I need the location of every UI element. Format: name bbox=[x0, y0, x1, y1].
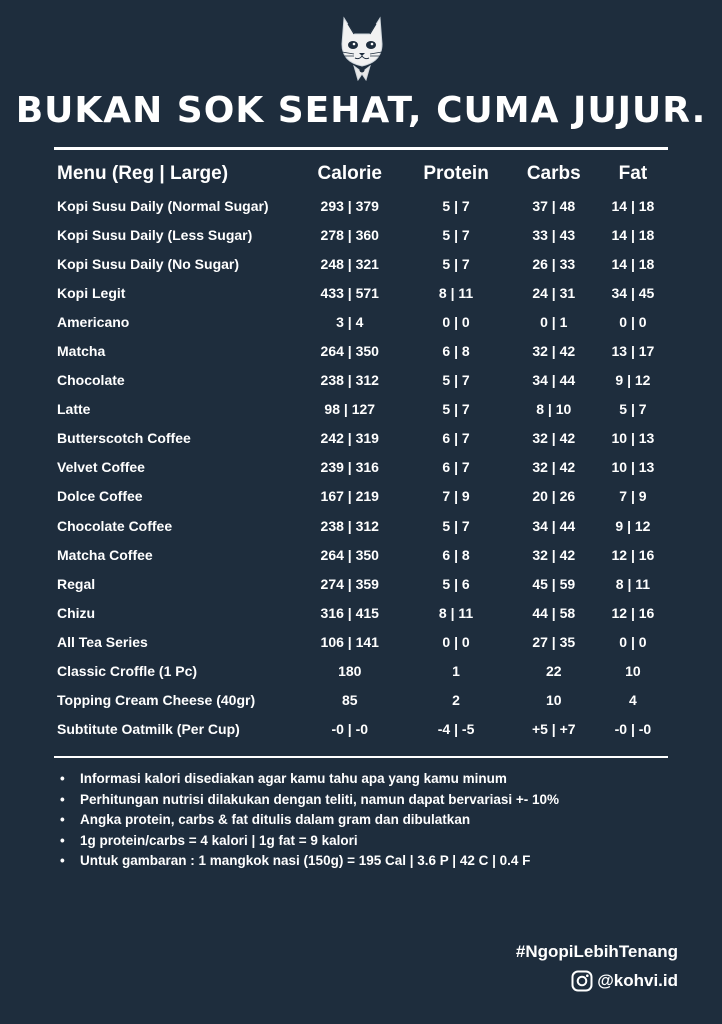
calorie-value: 293 | 379 bbox=[320, 197, 379, 214]
table-row bbox=[54, 715, 668, 744]
header-calorie: Calorie bbox=[317, 163, 382, 184]
table-row bbox=[54, 686, 668, 715]
protein-value: 5 | 6 bbox=[442, 575, 470, 592]
calorie-value: 3 | 4 bbox=[336, 313, 364, 330]
calorie-value: 278 | 360 bbox=[320, 226, 379, 243]
protein-value: 0 | 0 bbox=[442, 313, 470, 330]
nutrition-table bbox=[54, 157, 668, 744]
fat-value: 10 bbox=[625, 663, 641, 680]
calorie-value: 180 bbox=[338, 663, 362, 680]
table-row bbox=[54, 511, 668, 540]
menu-name: Butterscotch Coffee bbox=[57, 430, 191, 447]
calorie-value: 264 | 350 bbox=[320, 343, 379, 360]
fat-value: 10 | 13 bbox=[611, 430, 655, 447]
calorie-value: 85 bbox=[341, 692, 358, 709]
page-title: BUKAN SOK SEHAT, CUMA JUJUR. bbox=[15, 90, 707, 131]
protein-value: 5 | 7 bbox=[442, 197, 470, 214]
carbs-value: +5 | +7 bbox=[531, 721, 576, 738]
instagram-handle bbox=[571, 970, 678, 992]
carbs-value: 26 | 33 bbox=[532, 255, 576, 272]
carbs-value: 32 | 42 bbox=[532, 459, 576, 476]
carbs-value: 22 bbox=[545, 663, 562, 680]
menu-name: Kopi Susu Daily (No Sugar) bbox=[57, 255, 240, 272]
header-protein: Protein bbox=[423, 163, 489, 184]
top-divider bbox=[54, 147, 668, 150]
fat-value: 8 | 11 bbox=[615, 575, 651, 592]
table-row bbox=[54, 482, 668, 511]
calorie-value: 106 | 141 bbox=[320, 633, 379, 650]
carbs-value: 34 | 44 bbox=[532, 517, 576, 534]
calorie-value: 167 | 219 bbox=[320, 488, 379, 505]
table-row bbox=[54, 366, 668, 395]
fat-value: 4 bbox=[629, 692, 637, 709]
table-row bbox=[54, 220, 668, 249]
calorie-value: 242 | 319 bbox=[320, 430, 379, 447]
carbs-value: 8 | 10 bbox=[536, 401, 572, 418]
carbs-value: 0 | 1 bbox=[540, 313, 568, 330]
menu-name: Classic Croffle (1 Pc) bbox=[57, 663, 198, 680]
calorie-value: 98 | 127 bbox=[324, 401, 376, 418]
calorie-value: 433 | 571 bbox=[320, 284, 379, 301]
menu-name: Matcha bbox=[57, 343, 106, 360]
fat-value: 9 | 12 bbox=[615, 372, 651, 389]
fat-value: 12 | 16 bbox=[611, 604, 655, 621]
fat-value: 7 | 9 bbox=[619, 488, 647, 505]
instagram-icon bbox=[571, 970, 593, 992]
menu-name: Topping Cream Cheese (40gr) bbox=[57, 692, 256, 709]
fat-value: 10 | 13 bbox=[611, 459, 655, 476]
carbs-value: 45 | 59 bbox=[532, 575, 576, 592]
table-row bbox=[54, 278, 668, 307]
protein-value: 1 bbox=[452, 663, 460, 680]
carbs-value: 20 | 26 bbox=[532, 488, 576, 505]
menu-name: Kopi Legit bbox=[57, 284, 126, 301]
menu-name: Chocolate Coffee bbox=[57, 517, 173, 534]
calorie-value: 238 | 312 bbox=[320, 517, 379, 534]
fat-value: 14 | 18 bbox=[611, 255, 655, 272]
carbs-value: 44 | 58 bbox=[532, 604, 576, 621]
protein-value: 6 | 8 bbox=[442, 546, 470, 563]
carbs-value: 32 | 42 bbox=[532, 343, 576, 360]
note-item: • 1g protein/carbs = 4 kalori | 1g fat = 9 kalori bbox=[58, 831, 559, 852]
bottom-divider bbox=[54, 756, 668, 758]
fat-value: 9 | 12 bbox=[615, 517, 651, 534]
fat-value: 13 | 17 bbox=[611, 343, 655, 360]
menu-name: Latte bbox=[57, 401, 91, 418]
protein-value: 7 | 9 bbox=[442, 488, 470, 505]
fat-value: 0 | 0 bbox=[619, 313, 647, 330]
protein-value: 6 | 7 bbox=[442, 459, 470, 476]
protein-value: 0 | 0 bbox=[442, 633, 470, 650]
menu-name: All Tea Series bbox=[57, 633, 148, 650]
table-row bbox=[54, 249, 668, 278]
table-row bbox=[54, 191, 668, 220]
table-row bbox=[54, 395, 668, 424]
menu-name: Dolce Coffee bbox=[57, 488, 143, 505]
protein-value: 5 | 7 bbox=[442, 401, 470, 418]
protein-value: 5 | 7 bbox=[442, 226, 470, 243]
calorie-value: 239 | 316 bbox=[320, 459, 379, 476]
carbs-value: 32 | 42 bbox=[532, 546, 576, 563]
note-item: • Informasi kalori disediakan agar kamu tahu apa yang kamu minum bbox=[58, 769, 559, 790]
table-row bbox=[54, 336, 668, 365]
protein-value: 8 | 11 bbox=[438, 284, 474, 301]
calorie-value: 248 | 321 bbox=[320, 255, 379, 272]
fat-value: 5 | 7 bbox=[619, 401, 647, 418]
menu-name: Matcha Coffee bbox=[57, 546, 153, 563]
fat-value: 14 | 18 bbox=[611, 197, 655, 214]
carbs-value: 34 | 44 bbox=[532, 372, 576, 389]
protein-value: -4 | -5 bbox=[437, 721, 475, 738]
fat-value: 0 | 0 bbox=[619, 633, 647, 650]
protein-value: 6 | 8 bbox=[442, 343, 470, 360]
fat-value: 34 | 45 bbox=[611, 284, 655, 301]
menu-name: Velvet Coffee bbox=[57, 459, 145, 476]
note-item: • Angka protein, carbs & fat ditulis dalam gram dan dibulatkan bbox=[58, 810, 559, 831]
table-row bbox=[54, 424, 668, 453]
header-menu: Menu (Reg | Large) bbox=[57, 163, 229, 184]
menu-name: Chocolate bbox=[57, 372, 125, 389]
table-row bbox=[54, 598, 668, 627]
protein-value: 6 | 7 bbox=[442, 430, 470, 447]
note-item: • Perhitungan nutrisi dilakukan dengan teliti, namun dapat bervariasi +- 10% bbox=[58, 790, 559, 811]
table-header-row bbox=[54, 157, 668, 191]
menu-name: Chizu bbox=[57, 604, 96, 621]
protein-value: 2 bbox=[452, 692, 460, 709]
table-row bbox=[54, 307, 668, 336]
carbs-value: 32 | 42 bbox=[532, 430, 576, 447]
carbs-value: 10 bbox=[545, 692, 562, 709]
note-item: • Untuk gambaran : 1 mangkok nasi (150g) = 195 Cal | 3.6 P | 42 C | 0.4 F bbox=[58, 851, 559, 872]
carbs-value: 24 | 31 bbox=[532, 284, 576, 301]
calorie-value: 264 | 350 bbox=[320, 546, 379, 563]
table-row bbox=[54, 569, 668, 598]
menu-name: Subtitute Oatmilk (Per Cup) bbox=[57, 721, 240, 738]
protein-value: 5 | 7 bbox=[442, 255, 470, 272]
handle-text: @kohvi.id bbox=[597, 971, 678, 990]
fat-value: -0 | -0 bbox=[614, 721, 652, 738]
menu-name: Regal bbox=[57, 575, 96, 592]
calorie-value: 316 | 415 bbox=[320, 604, 379, 621]
hashtag: #NgopiLebihTenang bbox=[515, 942, 678, 961]
protein-value: 5 | 7 bbox=[442, 517, 470, 534]
cat-face-icon bbox=[336, 14, 388, 82]
fat-value: 14 | 18 bbox=[611, 226, 655, 243]
header-fat: Fat bbox=[618, 163, 648, 184]
table-row bbox=[54, 540, 668, 569]
menu-name: Kopi Susu Daily (Normal Sugar) bbox=[57, 197, 269, 214]
carbs-value: 27 | 35 bbox=[532, 633, 576, 650]
menu-name: Americano bbox=[57, 313, 130, 330]
table-row bbox=[54, 657, 668, 686]
notes-list bbox=[58, 769, 559, 872]
carbs-value: 33 | 43 bbox=[532, 226, 576, 243]
menu-name: Kopi Susu Daily (Less Sugar) bbox=[57, 226, 253, 243]
protein-value: 8 | 11 bbox=[438, 604, 474, 621]
calorie-value: -0 | -0 bbox=[331, 721, 369, 738]
carbs-value: 37 | 48 bbox=[532, 197, 576, 214]
header-carbs: Carbs bbox=[526, 163, 581, 184]
calorie-value: 274 | 359 bbox=[320, 575, 379, 592]
fat-value: 12 | 16 bbox=[611, 546, 655, 563]
calorie-value: 238 | 312 bbox=[320, 372, 379, 389]
protein-value: 5 | 7 bbox=[442, 372, 470, 389]
table-row bbox=[54, 627, 668, 656]
table-row bbox=[54, 453, 668, 482]
